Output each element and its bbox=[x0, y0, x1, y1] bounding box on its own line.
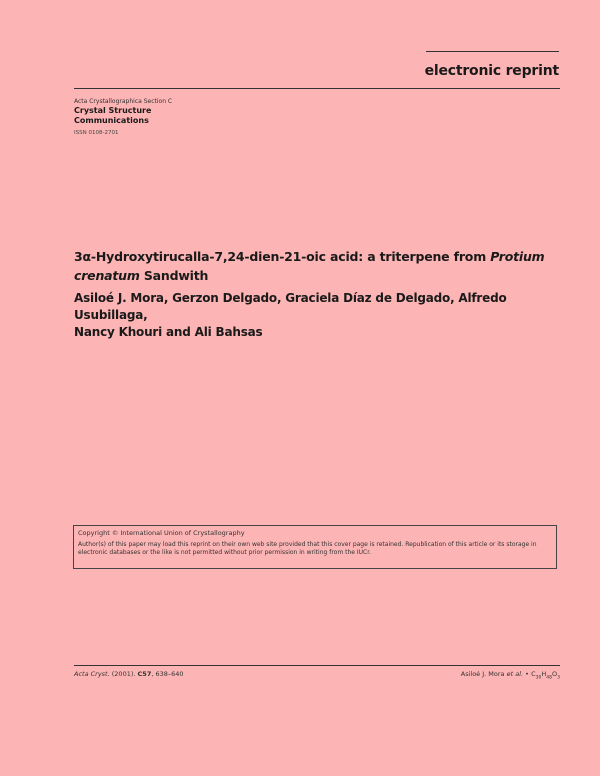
issn: ISSN 0108-2701 bbox=[74, 130, 119, 136]
header-rule bbox=[74, 88, 560, 89]
title-suffix: Sandwith bbox=[139, 268, 209, 283]
footer-formula bbox=[531, 670, 560, 681]
footer-journal: Acta Cryst. bbox=[74, 670, 110, 678]
formula-h: H bbox=[541, 670, 547, 678]
top-rule bbox=[426, 51, 559, 52]
author-list bbox=[74, 290, 560, 341]
title-text: 3α-Hydroxytirucalla-7,24-dien-21-oic acid: a triterpene from bbox=[74, 249, 491, 264]
footer-author: Asiloé J. Mora bbox=[460, 670, 505, 678]
title-species: Protium crenatum bbox=[74, 249, 545, 283]
footer-citation bbox=[74, 670, 184, 678]
authors-line-2: Nancy Khouri and Ali Bahsas bbox=[74, 325, 263, 339]
journal-name: Acta Crystallographica Section C bbox=[74, 98, 173, 105]
journal-block bbox=[74, 98, 172, 137]
footer-rule bbox=[74, 665, 560, 666]
journal-series-line-2: Communications bbox=[74, 116, 149, 125]
footer-bullet: • bbox=[525, 670, 530, 678]
reprint-label: electronic reprint bbox=[424, 63, 559, 79]
authors-line-1: Asiloé J. Mora, Gerzon Delgado, Graciela Díaz de Delgado, Alfredo Usubillaga, bbox=[74, 291, 507, 322]
formula-c: C bbox=[531, 670, 536, 678]
article-title bbox=[74, 247, 560, 285]
footer-pages: , 638–640 bbox=[151, 670, 184, 678]
formula-o: O bbox=[552, 670, 558, 678]
formula-h-count: 48 bbox=[546, 675, 552, 681]
journal-series-line-1: Crystal Structure bbox=[74, 106, 152, 115]
footer-author-formula bbox=[461, 670, 560, 680]
footer-et-al: et al. bbox=[506, 670, 524, 678]
copyright-notice bbox=[73, 525, 557, 569]
formula-c-count: 30 bbox=[535, 675, 542, 681]
formula-o-count: 3 bbox=[557, 675, 560, 681]
footer-volume: C57 bbox=[137, 670, 152, 678]
copyright-heading: Copyright © International Union of Crystallography bbox=[78, 529, 245, 537]
copyright-text: Author(s) of this paper may load this reprint on their own web site provided that this cover page is retained. Republication of this article or its storage in electronic databases or the like is not permitted without prior permission in writing from the IUCr. bbox=[78, 541, 537, 556]
footer-year: (2001). bbox=[111, 670, 136, 678]
